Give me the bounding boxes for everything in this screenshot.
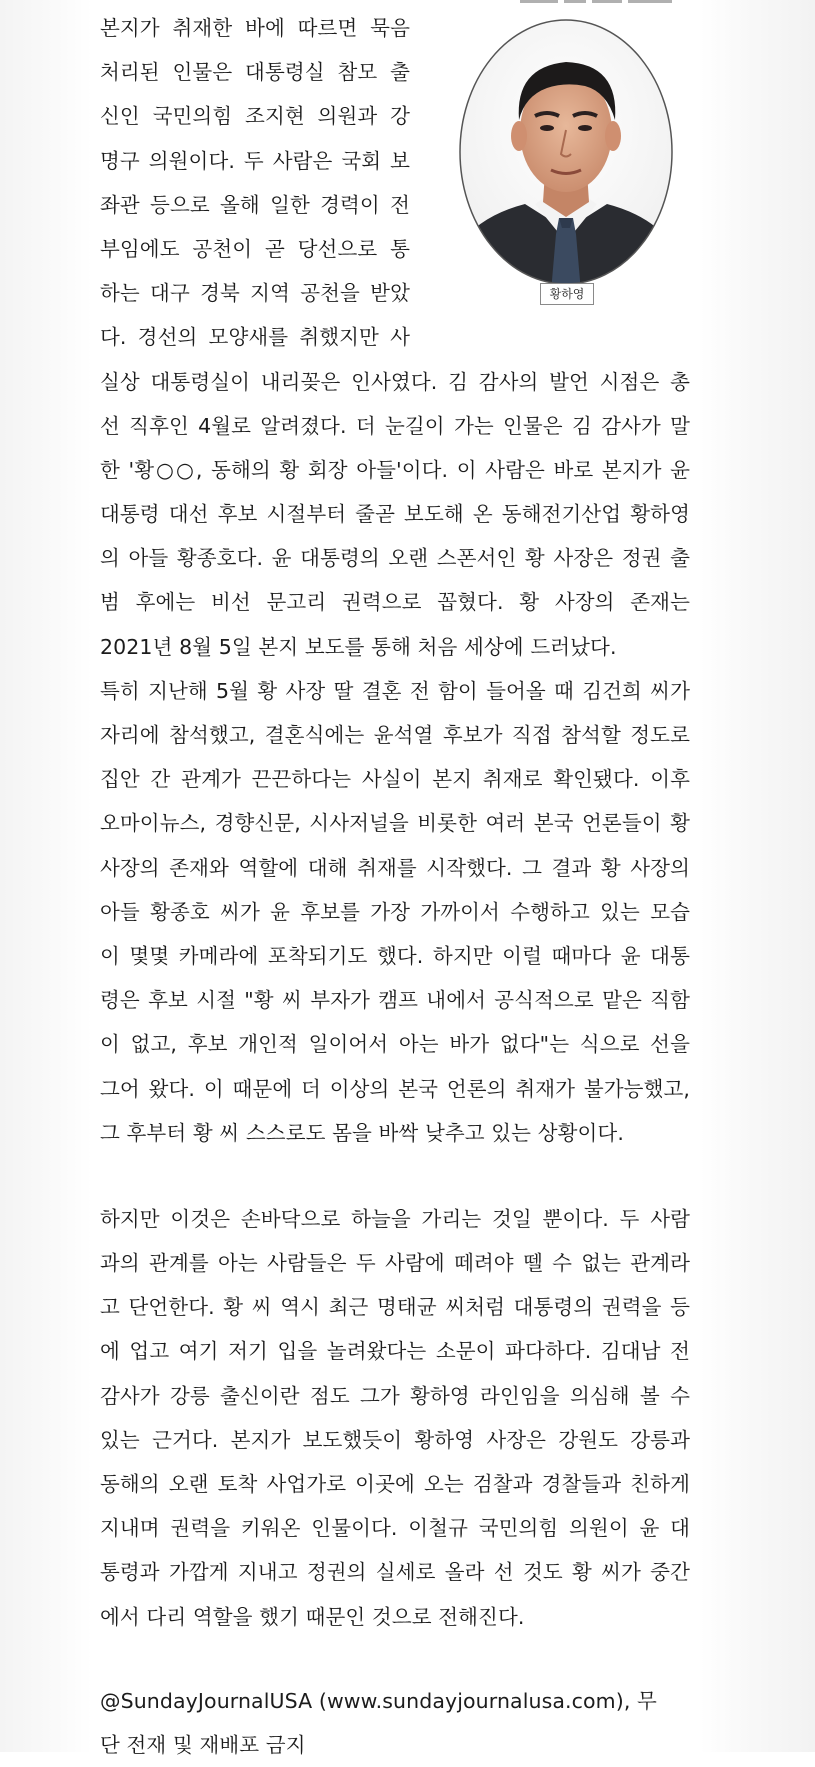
text-line: 선 직후인 4월로 알려졌다. 더 눈길이 가는 인물은 김 감사가 말: [100, 413, 690, 438]
text-line: 한 '황○○, 동해의 황 회장 아들'이다. 이 사람은 바로 본지가 윤: [100, 457, 690, 482]
text-line: 령은 후보 시절 "황 씨 부자가 캠프 내에서 공식적으로 맡은 직함: [100, 988, 690, 1013]
text-line: 감사가 강릉 출신이란 점도 그가 황하영 라인임을 의심해 볼 수: [100, 1383, 690, 1408]
text-line: 대통령 대선 후보 시절부터 줄곧 보도해 온 동해전기산업 황하영: [100, 502, 690, 527]
text-line: 통령과 가깝게 지내고 정권의 실세로 올라 선 것도 황 씨가 중간: [100, 1560, 690, 1585]
paragraph-2: [100, 669, 690, 1155]
text-line: 다. 경선의 모양새를 취했지만 사: [100, 325, 410, 350]
text-line: 이 몇몇 카메라에 포착되기도 했다. 하지만 이럴 때마다 윤 대통: [100, 943, 690, 968]
text-line: 고 단언한다. 황 씨 역시 최근 명태균 씨처럼 대통령의 권력을 등: [100, 1295, 690, 1320]
text-line: 그 후부터 황 씨 스스로도 몸을 바싹 낮추고 있는 상황이다.: [100, 1120, 624, 1145]
left-margin-shade: [0, 0, 92, 1752]
text-line: 특히 지난해 5월 황 사장 딸 결혼 전 함이 들어올 때 김건희 씨가: [100, 678, 690, 703]
text-line: 본지가 취재한 바에 따르면 묵음: [100, 16, 410, 40]
text-line: 이 없고, 후보 개인적 일이어서 아는 바가 없다"는 식으로 선을: [100, 1032, 690, 1057]
text-line: 아들 황종호 씨가 윤 후보를 가장 가까이서 수행하고 있는 모습: [100, 899, 690, 924]
text-line: 오마이뉴스, 경향신문, 시사저널을 비롯한 여러 본국 언론들이 황: [100, 811, 690, 836]
text-line: 명구 의원이다. 두 사람은 국회 보: [100, 148, 410, 173]
text-line: 과의 관계를 아는 사람들은 두 사람에 떼려야 뗄 수 없는 관계라: [100, 1251, 690, 1276]
copyright-footer: [100, 1679, 690, 1767]
paragraph-gap: [100, 1155, 690, 1197]
photo-caption: 황하영: [540, 283, 594, 305]
text-line: 하는 대구 경북 지역 공천을 받았: [100, 281, 410, 306]
text-line: 실상 대통령실이 내리꽂은 인사였다. 김 감사의 발언 시점은 총: [100, 369, 690, 394]
text-line: 하지만 이것은 손바닥으로 하늘을 가리는 것일 뿐이다. 두 사람: [100, 1206, 690, 1231]
text-line: 있는 근거다. 본지가 보도했듯이 황하영 사장은 강원도 강릉과: [100, 1427, 690, 1452]
copyright-line: 단 전재 및 재배포 금지: [100, 1732, 306, 1757]
text-line: 좌관 등으로 올해 일한 경력이 전: [100, 192, 410, 217]
copyright-line: @SundayJournalUSA (www.sundayjournalusa.com), 무: [100, 1688, 657, 1713]
text-line: 지내며 권력을 키워온 인물이다. 이철규 국민의힘 의원이 윤 대: [100, 1516, 690, 1541]
text-line: 자리에 참석했고, 결혼식에는 윤석열 후보가 직접 참석할 정도로: [100, 723, 690, 747]
text-line: 집안 간 관계가 끈끈하다는 사실이 본지 취재로 확인됐다. 이후: [100, 767, 690, 792]
paragraph-1-full: [100, 360, 690, 669]
paragraph-gap: [100, 1639, 690, 1679]
text-line: 부임에도 공천이 곧 당선으로 통: [100, 236, 410, 261]
paragraph-1-wrapped: [100, 6, 690, 360]
text-line: 처리된 인물은 대통령실 참모 출: [100, 60, 410, 85]
right-margin-shade: [700, 0, 815, 1752]
text-line: 신인 국민의힘 조지현 의원과 강: [100, 104, 410, 129]
text-line: 범 후에는 비선 문고리 권력으로 꼽혔다. 황 사장의 존재는: [100, 590, 690, 615]
text-line: 에 업고 여기 저기 입을 놀려왔다는 소문이 파다하다. 김대남 전: [100, 1339, 690, 1364]
text-line: 동해의 오랜 토착 사업가로 이곳에 오는 검찰과 경찰들과 친하게: [100, 1472, 690, 1496]
text-line: 2021년 8월 5일 본지 보도를 통해 처음 세상에 드러났다.: [100, 634, 617, 659]
text-line: 의 아들 황종호다. 윤 대통령의 오랜 스폰서인 황 사장은 정권 출: [100, 546, 690, 571]
text-line: 에서 다리 역할을 했기 때문인 것으로 전해진다.: [100, 1604, 525, 1629]
paragraph-3: [100, 1197, 690, 1639]
article-body: [100, 6, 690, 1767]
text-line: 사장의 존재와 역할에 대해 취재를 시작했다. 그 결과 황 사장의: [100, 855, 690, 880]
text-line: 그어 왔다. 이 때문에 더 이상의 본국 언론의 취재가 불가능했고,: [100, 1076, 690, 1101]
